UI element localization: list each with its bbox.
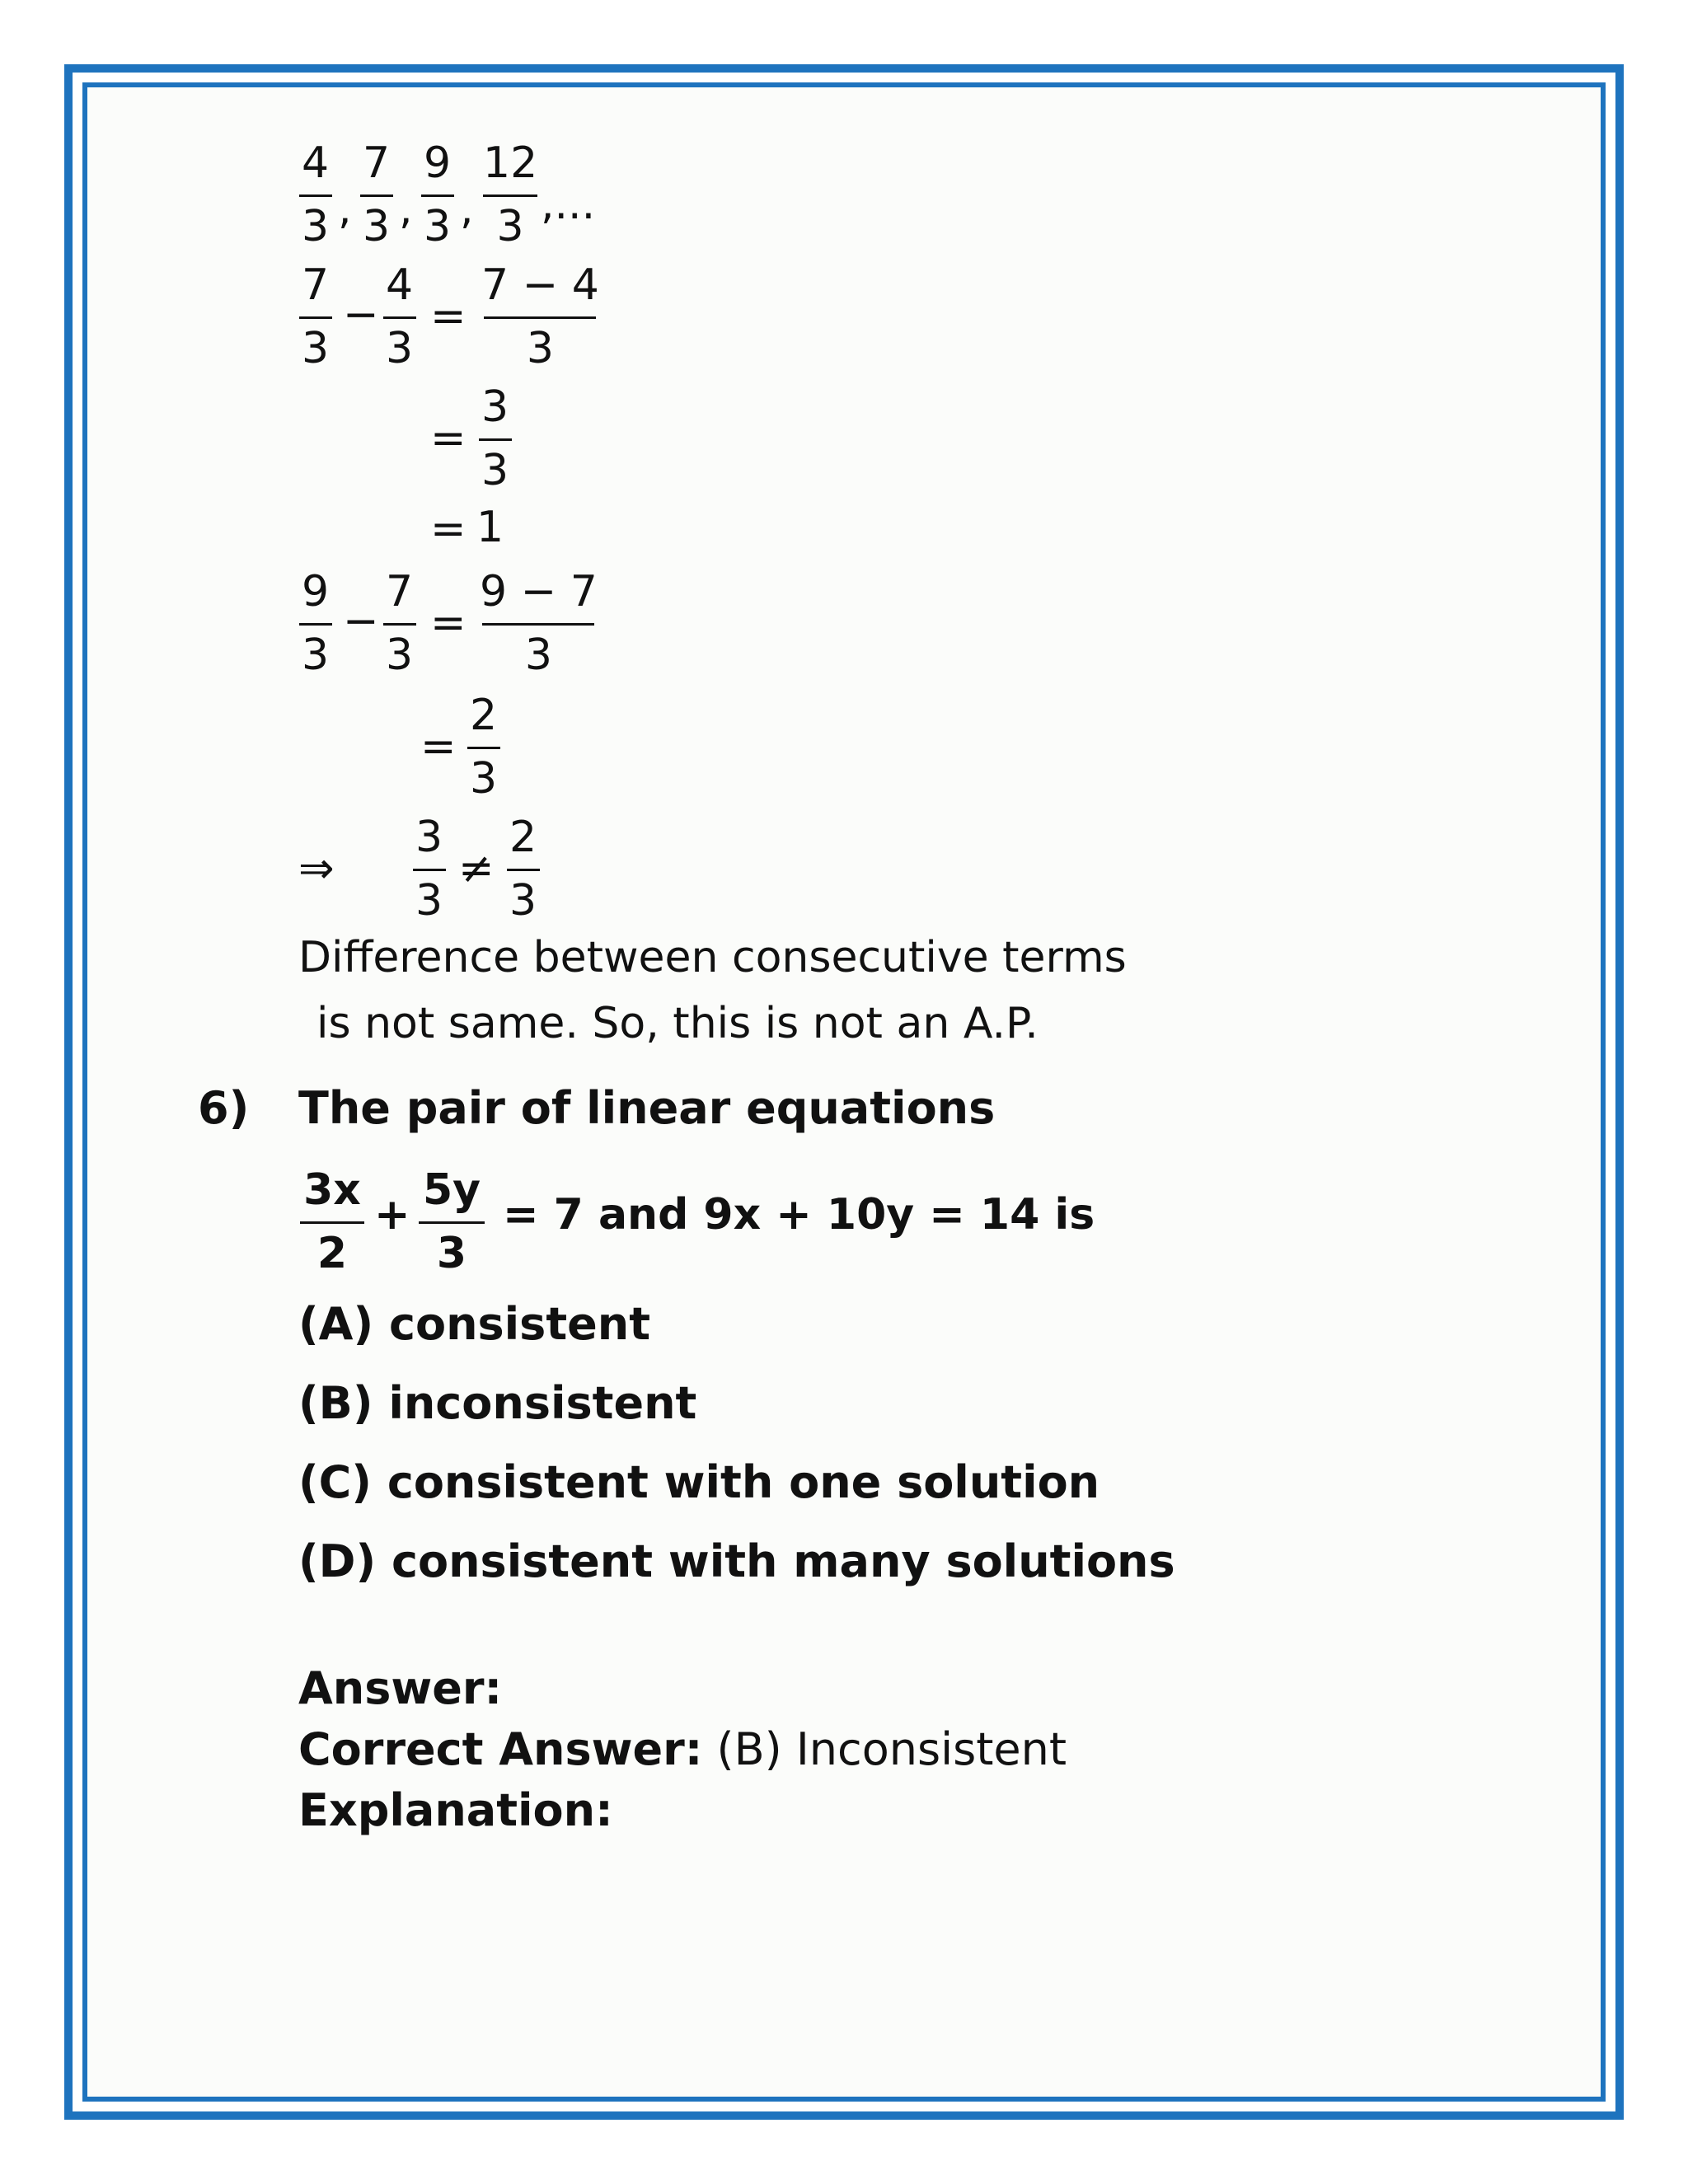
denominator: 3	[526, 324, 554, 373]
option-label: (C)	[298, 1456, 372, 1508]
equals-sign: =	[430, 598, 467, 648]
numerator: 7 − 4	[481, 260, 599, 310]
question-equation-rest: = 7 and 9x + 10y = 14 is	[503, 1190, 1095, 1240]
option-text: consistent	[388, 1298, 651, 1350]
equals-sign: =	[430, 414, 467, 463]
numerator: 9	[302, 567, 330, 616]
denominator: 3	[415, 876, 443, 926]
denominator: 3	[363, 202, 391, 251]
denominator: 3	[496, 202, 524, 251]
fraction-bar	[482, 623, 594, 626]
step4-fraction-a	[298, 567, 332, 680]
option-label: (D)	[298, 1535, 377, 1587]
sequence-ellipsis: ,...	[541, 180, 596, 229]
denominator: 3	[424, 202, 452, 251]
numerator: 4	[302, 138, 330, 188]
option-d[interactable]	[298, 1535, 1175, 1587]
step1-fraction-b	[382, 260, 416, 373]
question-text: The pair of linear equations	[298, 1082, 996, 1134]
fraction-bar	[360, 194, 393, 197]
plus-sign: +	[374, 1190, 410, 1240]
sequence-fraction-3	[420, 138, 454, 251]
fraction-bar	[483, 194, 537, 197]
numerator: 7	[302, 260, 330, 310]
equals-sign: =	[430, 292, 467, 341]
fraction-bar	[421, 194, 454, 197]
fraction-bar	[467, 747, 500, 749]
fraction-bar	[299, 623, 332, 626]
option-label: (B)	[298, 1377, 373, 1429]
sequence-comma: ,	[399, 185, 413, 234]
step4-fraction-c	[476, 567, 601, 680]
numerator: 12	[483, 138, 538, 188]
correct-answer-label: Correct Answer:	[298, 1723, 703, 1775]
denominator: 2	[316, 1229, 348, 1278]
fraction-bar	[383, 316, 416, 319]
sequence-fraction-2	[359, 138, 393, 251]
numerator: 7	[363, 138, 391, 188]
correct-answer-line	[298, 1723, 1067, 1775]
option-label: (A)	[298, 1298, 374, 1350]
sequence-comma: ,	[460, 185, 474, 234]
denominator: 3	[302, 324, 330, 373]
numerator: 5y	[422, 1165, 481, 1215]
option-c[interactable]	[298, 1456, 1100, 1508]
step5-fraction	[467, 691, 500, 804]
denominator: 3	[386, 324, 414, 373]
numerator: 2	[509, 813, 537, 862]
denominator: 3	[481, 446, 509, 495]
step1-fraction-c	[478, 260, 603, 373]
fraction-bar	[299, 316, 332, 319]
equals-sign: =	[420, 722, 457, 771]
option-a[interactable]	[298, 1298, 651, 1350]
not-equal-sign: ≠	[458, 844, 495, 893]
sequence-fraction-4	[480, 138, 541, 251]
numerator: 9	[424, 138, 452, 188]
explanation-label: Explanation:	[298, 1784, 613, 1836]
step2-fraction	[478, 382, 512, 495]
question-fraction-2	[419, 1165, 485, 1278]
numerator: 7	[386, 567, 414, 616]
implies-arrow: ⇒	[298, 844, 335, 893]
fraction-bar	[507, 869, 540, 871]
denominator: 3	[386, 630, 414, 680]
step3-value: 1	[476, 503, 504, 552]
numerator: 3x	[303, 1165, 361, 1215]
numerator: 2	[470, 691, 498, 740]
answer-heading: Answer:	[298, 1662, 503, 1714]
correct-answer-value: (B) Inconsistent	[716, 1723, 1067, 1775]
option-b[interactable]	[298, 1377, 697, 1429]
conclusion-line-2: is not same. So, this is not an A.P.	[316, 999, 1039, 1048]
fraction-bar	[300, 1221, 364, 1224]
denominator: 3	[470, 754, 498, 804]
fraction-bar	[413, 869, 446, 871]
sequence-fraction-1	[298, 138, 332, 251]
denominator: 3	[436, 1229, 467, 1278]
option-text: consistent with one solution	[387, 1456, 1100, 1508]
fraction-bar	[484, 316, 596, 319]
conclusion-line-1: Difference between consecutive terms	[298, 933, 1127, 982]
numerator: 4	[386, 260, 414, 310]
step6-fraction-b	[506, 813, 540, 926]
denominator: 3	[302, 202, 330, 251]
sequence-comma: ,	[338, 185, 352, 234]
numerator: 3	[481, 382, 509, 432]
option-text: inconsistent	[388, 1377, 697, 1429]
fraction-bar	[419, 1221, 485, 1224]
fraction-bar	[299, 194, 332, 197]
denominator: 3	[509, 876, 537, 926]
equals-sign: =	[430, 504, 467, 554]
denominator: 3	[302, 630, 330, 680]
step1-fraction-a	[298, 260, 332, 373]
step4-fraction-b	[382, 567, 416, 680]
fraction-bar	[479, 438, 512, 441]
numerator: 3	[415, 813, 443, 862]
minus-sign: −	[343, 290, 379, 340]
numerator: 9 − 7	[480, 567, 598, 616]
question-number: 6)	[198, 1082, 250, 1134]
option-text: consistent with many solutions	[392, 1535, 1175, 1587]
question-fraction-1	[300, 1165, 364, 1278]
minus-sign: −	[343, 597, 379, 646]
fraction-bar	[383, 623, 416, 626]
denominator: 3	[524, 630, 552, 680]
step6-fraction-a	[412, 813, 446, 926]
